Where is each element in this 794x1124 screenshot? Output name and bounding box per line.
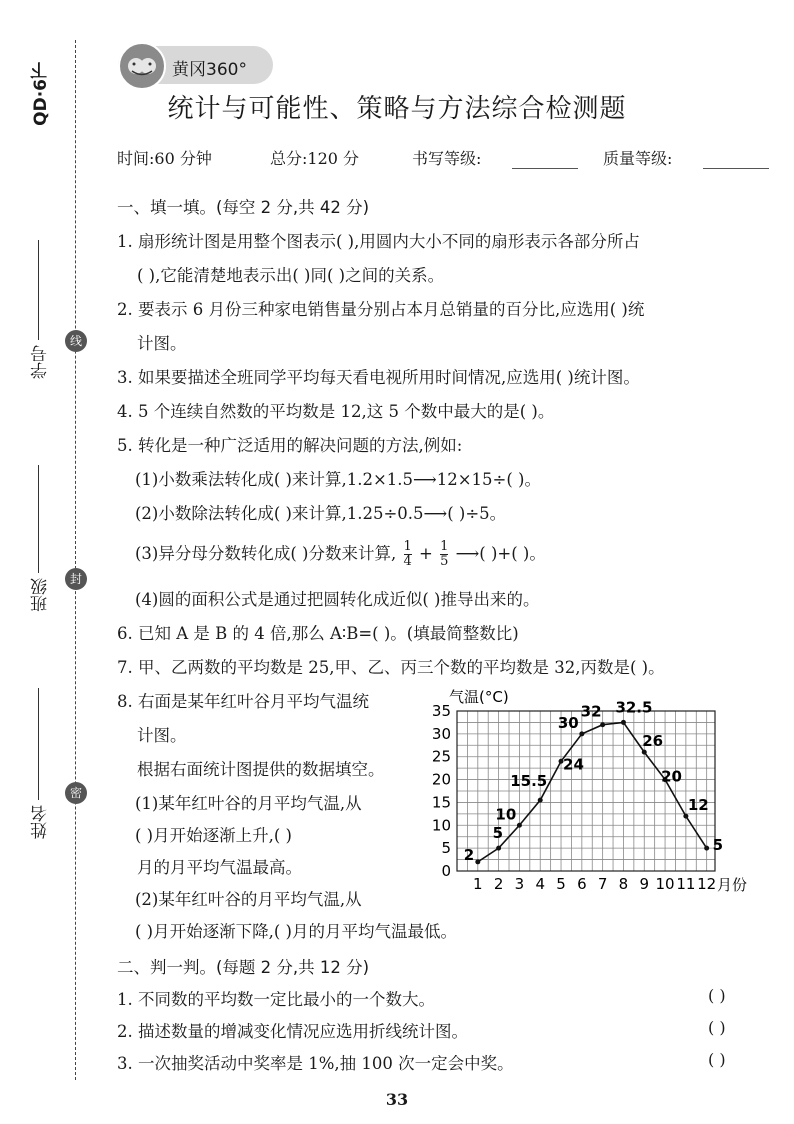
- data-label: 20: [661, 767, 682, 786]
- x-tick-label: 10: [655, 875, 675, 893]
- question-5-part-3-text: (3)异分母分数转化成( )分数来计算,: [135, 544, 397, 563]
- seal-mark-secret: 密: [65, 782, 87, 804]
- data-label: 15.5: [510, 772, 548, 791]
- data-point: [475, 859, 480, 864]
- data-point: [600, 722, 605, 727]
- mascot-logo-icon: [118, 42, 166, 90]
- question-8-line-2: 计图。: [137, 726, 187, 745]
- x-tick-label: 9: [639, 875, 650, 893]
- section-2-header: 二、判一判。(每题 2 分,共 12 分): [117, 958, 370, 977]
- question-2-line-2: 计图。: [137, 334, 187, 353]
- x-tick-label: 11: [676, 875, 696, 893]
- y-tick-label: 25: [431, 747, 451, 766]
- temperature-line-chart: [415, 686, 775, 901]
- y-tick-label: 5: [441, 839, 451, 858]
- question-8-part-1-line-3: 月的月平均气温最高。: [137, 858, 302, 877]
- class-field[interactable]: [38, 465, 39, 573]
- cut-line: [75, 40, 76, 1080]
- y-tick-label: 35: [431, 702, 451, 720]
- data-point: [538, 798, 543, 803]
- y-tick-label: 30: [431, 724, 451, 743]
- question-4: 4. 5 个连续自然数的平均数是 12,这 5 个数中最大的是( )。: [117, 402, 555, 421]
- data-point: [517, 823, 522, 828]
- y-tick-label: 15: [431, 793, 451, 812]
- fraction-one-fifth: $\frac{1}{5}$: [440, 539, 449, 569]
- data-point: [683, 814, 688, 819]
- quality-grade-label: 质量等级:: [603, 149, 673, 168]
- student-id-field[interactable]: [38, 240, 39, 340]
- y-axis-label: 气温(°C): [449, 688, 509, 706]
- data-label: 26: [642, 732, 664, 751]
- x-tick-label: 6: [577, 875, 587, 893]
- data-label: 5: [492, 824, 504, 843]
- time-limit: 时间:60 分钟: [117, 149, 212, 168]
- data-label: 2: [463, 845, 475, 864]
- data-point: [642, 750, 647, 755]
- writing-grade-field[interactable]: [512, 168, 578, 169]
- data-point: [496, 846, 501, 851]
- judge-item-2: 2. 描述数量的增减变化情况应选用折线统计图。: [117, 1022, 468, 1041]
- y-tick-label: 10: [431, 816, 451, 835]
- x-tick-label: 8: [618, 875, 629, 893]
- writing-grade-label: 书写等级:: [412, 149, 482, 168]
- question-8-line-1: 8. 右面是某年红叶谷月平均气温统: [117, 692, 369, 711]
- question-8-part-1-line-1: (1)某年红叶谷的月平均气温,从: [135, 794, 362, 813]
- name-field[interactable]: [38, 688, 39, 800]
- x-tick-label: 12: [697, 875, 717, 893]
- book-code: QD·6下: [31, 62, 51, 126]
- data-point: [621, 720, 626, 725]
- data-point: [579, 731, 584, 736]
- judge-item-1: 1. 不同数的平均数一定比最小的一个数大。: [117, 990, 435, 1009]
- x-tick-label: 1: [473, 875, 483, 893]
- x-tick-label: 5: [556, 875, 566, 893]
- student-id-label: 学号: [31, 345, 51, 379]
- question-5-part-1: (1)小数乘法转化成( )来计算,1.2×1.5⟶12×15÷( )。: [135, 470, 541, 489]
- question-3: 3. 如果要描述全班同学平均每天看电视所用时间情况,应选用( )统计图。: [117, 368, 640, 387]
- question-1-line-2: ( ),它能清楚地表示出( )同( )之间的关系。: [137, 266, 445, 285]
- y-tick-label: 0: [441, 862, 451, 880]
- x-tick-label: 2: [493, 875, 504, 893]
- total-score: 总分:120 分: [270, 149, 360, 168]
- question-5-part-3: (3)异分母分数转化成( )分数来计算, $\frac{1}{4}$ + $\frac{1}{5}$ ⟶( )+( )。: [135, 539, 546, 569]
- data-label: 10: [495, 805, 517, 824]
- data-point: [704, 846, 709, 851]
- question-6: 6. 已知 A 是 B 的 4 倍,那么 A∶B=( )。(填最简整数比): [117, 624, 519, 643]
- x-tick-label: 4: [535, 875, 545, 893]
- data-label: 32: [580, 702, 602, 721]
- judge-answer-3[interactable]: ( ): [708, 1050, 726, 1069]
- question-7: 7. 甲、乙两数的平均数是 25,甲、乙、丙三个数的平均数是 32,丙数是( )。: [117, 658, 665, 677]
- question-1-line-1: 1. 扇形统计图是用整个图表示( ),用圆内大小不同的扇形表示各部分所占: [117, 232, 640, 251]
- judge-answer-1[interactable]: ( ): [708, 986, 726, 1005]
- seal-mark-line: 线: [65, 330, 87, 352]
- judge-item-3: 3. 一次抽奖活动中奖率是 1%,抽 100 次一定会中奖。: [117, 1054, 514, 1073]
- data-label: 24: [563, 755, 584, 774]
- question-8-part-2-line-2: ( )月开始逐渐下降,( )月的月平均气温最低。: [135, 922, 457, 941]
- y-tick-label: 20: [431, 770, 451, 789]
- name-label: 姓名: [31, 805, 51, 839]
- section-1-header: 一、填一填。(每空 2 分,共 42 分): [117, 198, 370, 217]
- x-axis-label: 月份: [717, 876, 748, 894]
- judge-answer-2[interactable]: ( ): [708, 1018, 726, 1037]
- data-label: 12: [687, 796, 709, 815]
- question-5-part-2: (2)小数除法转化成( )来计算,1.25÷0.5⟶( )÷5。: [135, 504, 507, 523]
- data-label: 32.5: [615, 698, 653, 717]
- fraction-one-quarter: $\frac{1}{4}$: [403, 539, 412, 569]
- question-8-line-3: 根据右面统计图提供的数据填空。: [137, 760, 385, 779]
- x-tick-label: 3: [514, 875, 525, 893]
- question-5: 5. 转化是一种广泛适用的解决问题的方法,例如:: [117, 436, 463, 455]
- page-title: 统计与可能性、策略与方法综合检测题: [167, 94, 627, 124]
- question-5-part-4: (4)圆的面积公式是通过把圆转化成近似( )推导出来的。: [135, 590, 540, 609]
- question-5-part-3-answer: ⟶( )+( )。: [455, 544, 546, 563]
- question-8-part-2-line-1: (2)某年红叶谷的月平均气温,从: [135, 890, 362, 909]
- data-label: 30: [557, 713, 579, 732]
- quality-grade-field[interactable]: [703, 168, 769, 169]
- question-8-part-1-line-2: ( )月开始逐渐上升,( ): [135, 826, 292, 845]
- x-tick-label: 7: [597, 875, 608, 893]
- brand-name: 黄冈360°: [172, 60, 247, 80]
- seal-mark-seal: 封: [65, 568, 87, 590]
- data-label: 5: [712, 836, 724, 855]
- class-label: 班级: [31, 578, 51, 612]
- page-number: 33: [385, 1090, 409, 1109]
- question-2-line-1: 2. 要表示 6 月份三种家电销售量分别占本月总销量的百分比,应选用( )统: [117, 300, 645, 319]
